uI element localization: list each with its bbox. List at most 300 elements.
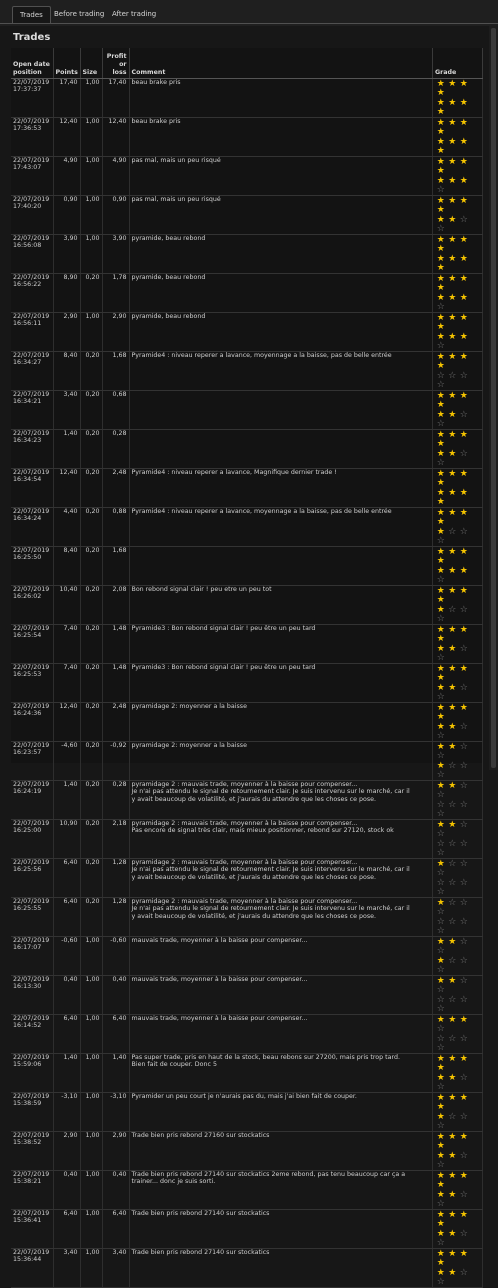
star-empty-icon[interactable]: ☆ [459, 371, 468, 381]
star-filled-icon[interactable]: ★ [436, 547, 445, 557]
star-filled-icon[interactable]: ★ [436, 79, 445, 89]
star-filled-icon[interactable]: ★ [448, 1268, 457, 1278]
star-filled-icon[interactable]: ★ [436, 430, 445, 440]
star-filled-icon[interactable]: ★ [459, 332, 468, 342]
star-empty-icon[interactable]: ☆ [459, 800, 468, 810]
star-filled-icon[interactable]: ★ [436, 215, 445, 225]
table-row[interactable] [11, 352, 483, 391]
star-filled-icon[interactable]: ★ [436, 527, 445, 537]
star-filled-icon[interactable]: ★ [448, 566, 457, 576]
star-empty-icon[interactable]: ☆ [436, 751, 445, 761]
star-filled-icon[interactable]: ★ [436, 400, 445, 410]
star-filled-icon[interactable]: ★ [448, 215, 457, 225]
grade-stars-primary[interactable] [435, 314, 480, 332]
star-filled-icon[interactable]: ★ [448, 1210, 457, 1220]
star-filled-icon[interactable]: ★ [448, 293, 457, 303]
star-filled-icon[interactable]: ★ [436, 107, 445, 117]
star-empty-icon[interactable]: ☆ [459, 722, 468, 732]
grade-stars-primary[interactable] [435, 1250, 480, 1268]
star-filled-icon[interactable]: ★ [436, 322, 445, 332]
star-filled-icon[interactable]: ★ [436, 98, 445, 108]
star-filled-icon[interactable]: ★ [459, 1054, 468, 1064]
star-filled-icon[interactable]: ★ [436, 605, 445, 615]
star-empty-icon[interactable]: ☆ [459, 1112, 468, 1122]
star-filled-icon[interactable]: ★ [436, 703, 445, 713]
star-filled-icon[interactable]: ★ [436, 293, 445, 303]
star-filled-icon[interactable]: ★ [436, 478, 445, 488]
star-empty-icon[interactable]: ☆ [459, 1229, 468, 1239]
star-empty-icon[interactable]: ☆ [436, 965, 445, 975]
star-filled-icon[interactable]: ★ [459, 664, 468, 674]
grade-stars-secondary[interactable] [435, 1269, 480, 1287]
star-empty-icon[interactable]: ☆ [436, 1082, 445, 1092]
star-filled-icon[interactable]: ★ [436, 488, 445, 498]
tab-after-trading[interactable]: After trading [112, 10, 157, 18]
star-empty-icon[interactable]: ☆ [436, 809, 445, 819]
star-filled-icon[interactable]: ★ [448, 1093, 457, 1103]
table-row[interactable] [11, 586, 483, 625]
star-empty-icon[interactable]: ☆ [436, 1199, 445, 1209]
star-filled-icon[interactable]: ★ [459, 703, 468, 713]
star-filled-icon[interactable]: ★ [436, 1219, 445, 1229]
star-filled-icon[interactable]: ★ [436, 937, 445, 947]
star-filled-icon[interactable]: ★ [436, 1249, 445, 1259]
star-filled-icon[interactable]: ★ [448, 1171, 457, 1181]
star-empty-icon[interactable]: ☆ [436, 1277, 445, 1287]
star-empty-icon[interactable]: ☆ [436, 917, 445, 927]
star-filled-icon[interactable]: ★ [448, 449, 457, 459]
star-filled-icon[interactable]: ★ [459, 293, 468, 303]
star-filled-icon[interactable]: ★ [448, 332, 457, 342]
star-empty-icon[interactable]: ☆ [436, 1024, 445, 1034]
table-row[interactable] [11, 1249, 483, 1288]
star-filled-icon[interactable]: ★ [436, 595, 445, 605]
grade-stars-primary[interactable] [435, 782, 480, 800]
grade-stars-primary[interactable] [435, 470, 480, 488]
star-empty-icon[interactable]: ☆ [459, 839, 468, 849]
star-filled-icon[interactable]: ★ [436, 469, 445, 479]
star-filled-icon[interactable]: ★ [459, 566, 468, 576]
star-filled-icon[interactable]: ★ [436, 1112, 445, 1122]
table-row[interactable] [11, 820, 483, 859]
grade-stars-primary[interactable] [435, 899, 480, 917]
star-empty-icon[interactable]: ☆ [436, 185, 445, 195]
grade-stars-primary[interactable] [435, 353, 480, 371]
star-filled-icon[interactable]: ★ [448, 98, 457, 108]
star-filled-icon[interactable]: ★ [459, 508, 468, 518]
star-filled-icon[interactable]: ★ [436, 673, 445, 683]
star-filled-icon[interactable]: ★ [448, 1015, 457, 1025]
star-filled-icon[interactable]: ★ [448, 1132, 457, 1142]
star-empty-icon[interactable]: ☆ [459, 820, 468, 830]
table-row[interactable] [11, 157, 483, 196]
col-header-grade[interactable]: Grade [433, 48, 483, 79]
star-filled-icon[interactable]: ★ [459, 352, 468, 362]
star-empty-icon[interactable]: ☆ [459, 917, 468, 927]
star-filled-icon[interactable]: ★ [448, 118, 457, 128]
star-empty-icon[interactable]: ☆ [436, 926, 445, 936]
grade-stars-primary[interactable] [435, 977, 480, 995]
star-empty-icon[interactable]: ☆ [448, 605, 457, 615]
tab-trades[interactable]: Trades [12, 6, 51, 24]
grade-stars-primary[interactable] [435, 80, 480, 98]
table-row[interactable] [11, 79, 483, 118]
star-filled-icon[interactable]: ★ [436, 1151, 445, 1161]
star-filled-icon[interactable]: ★ [436, 254, 445, 264]
grade-stars-secondary[interactable] [435, 216, 480, 234]
grade-stars-secondary[interactable] [435, 957, 480, 975]
star-filled-icon[interactable]: ★ [448, 254, 457, 264]
star-empty-icon[interactable]: ☆ [459, 410, 468, 420]
star-filled-icon[interactable]: ★ [436, 497, 445, 507]
star-empty-icon[interactable]: ☆ [448, 1034, 457, 1044]
star-filled-icon[interactable]: ★ [436, 176, 445, 186]
grade-stars-primary[interactable] [435, 275, 480, 293]
star-empty-icon[interactable]: ☆ [436, 848, 445, 858]
star-empty-icon[interactable]: ☆ [448, 956, 457, 966]
star-empty-icon[interactable]: ☆ [436, 1160, 445, 1170]
star-filled-icon[interactable]: ★ [459, 1249, 468, 1259]
grade-stars-primary[interactable] [435, 704, 480, 722]
star-filled-icon[interactable]: ★ [459, 254, 468, 264]
star-filled-icon[interactable]: ★ [459, 98, 468, 108]
grade-stars-primary[interactable] [435, 1133, 480, 1151]
star-empty-icon[interactable]: ☆ [459, 781, 468, 791]
grade-stars-secondary[interactable] [435, 1191, 480, 1209]
star-empty-icon[interactable]: ☆ [448, 761, 457, 771]
star-empty-icon[interactable]: ☆ [436, 985, 445, 995]
grade-stars-primary[interactable] [435, 626, 480, 644]
star-empty-icon[interactable]: ☆ [459, 1190, 468, 1200]
star-filled-icon[interactable]: ★ [436, 283, 445, 293]
grade-stars-secondary[interactable] [435, 99, 480, 117]
table-row[interactable] [11, 1210, 483, 1249]
table-row[interactable] [11, 196, 483, 235]
star-filled-icon[interactable]: ★ [436, 274, 445, 284]
star-empty-icon[interactable]: ☆ [459, 1034, 468, 1044]
star-filled-icon[interactable]: ★ [436, 1054, 445, 1064]
star-filled-icon[interactable]: ★ [459, 1093, 468, 1103]
star-filled-icon[interactable]: ★ [436, 1190, 445, 1200]
star-empty-icon[interactable]: ☆ [436, 536, 445, 546]
star-filled-icon[interactable]: ★ [459, 157, 468, 167]
star-filled-icon[interactable]: ★ [436, 118, 445, 128]
star-filled-icon[interactable]: ★ [448, 235, 457, 245]
grade-stars-secondary[interactable] [435, 762, 480, 780]
grade-stars-primary[interactable] [435, 860, 480, 878]
star-empty-icon[interactable]: ☆ [459, 976, 468, 986]
star-filled-icon[interactable]: ★ [436, 1171, 445, 1181]
star-filled-icon[interactable]: ★ [436, 244, 445, 254]
star-filled-icon[interactable]: ★ [436, 508, 445, 518]
grade-stars-secondary[interactable] [435, 372, 480, 390]
star-filled-icon[interactable]: ★ [436, 1268, 445, 1278]
grade-stars-secondary[interactable] [435, 996, 480, 1014]
grade-stars-primary[interactable] [435, 431, 480, 449]
star-empty-icon[interactable]: ☆ [448, 800, 457, 810]
grade-stars-secondary[interactable] [435, 645, 480, 663]
star-filled-icon[interactable]: ★ [459, 547, 468, 557]
star-empty-icon[interactable]: ☆ [448, 878, 457, 888]
star-empty-icon[interactable]: ☆ [436, 790, 445, 800]
star-filled-icon[interactable]: ★ [436, 1073, 445, 1083]
star-filled-icon[interactable]: ★ [448, 742, 457, 752]
grade-stars-secondary[interactable] [435, 1074, 480, 1092]
table-row[interactable] [11, 391, 483, 430]
table-row[interactable] [11, 547, 483, 586]
star-empty-icon[interactable]: ☆ [459, 878, 468, 888]
star-filled-icon[interactable]: ★ [448, 1151, 457, 1161]
star-filled-icon[interactable]: ★ [448, 781, 457, 791]
grade-stars-primary[interactable] [435, 509, 480, 527]
grade-stars-secondary[interactable] [435, 723, 480, 741]
grade-stars-primary[interactable] [435, 743, 480, 761]
grade-stars-secondary[interactable] [435, 1113, 480, 1131]
star-filled-icon[interactable]: ★ [436, 157, 445, 167]
star-empty-icon[interactable]: ☆ [459, 742, 468, 752]
star-filled-icon[interactable]: ★ [436, 196, 445, 206]
table-row[interactable] [11, 1054, 483, 1093]
star-filled-icon[interactable]: ★ [436, 1210, 445, 1220]
star-filled-icon[interactable]: ★ [459, 1015, 468, 1025]
grade-stars-primary[interactable] [435, 119, 480, 137]
star-empty-icon[interactable]: ☆ [436, 575, 445, 585]
star-empty-icon[interactable]: ☆ [459, 761, 468, 771]
star-filled-icon[interactable]: ★ [436, 352, 445, 362]
grade-stars-primary[interactable] [435, 1172, 480, 1190]
star-empty-icon[interactable]: ☆ [436, 878, 445, 888]
star-empty-icon[interactable]: ☆ [436, 371, 445, 381]
grade-stars-secondary[interactable] [435, 411, 480, 429]
star-filled-icon[interactable]: ★ [436, 976, 445, 986]
grade-stars-secondary[interactable] [435, 528, 480, 546]
grade-stars-secondary[interactable] [435, 489, 480, 507]
star-filled-icon[interactable]: ★ [448, 488, 457, 498]
star-filled-icon[interactable]: ★ [459, 137, 468, 147]
star-empty-icon[interactable]: ☆ [459, 527, 468, 537]
star-filled-icon[interactable]: ★ [436, 859, 445, 869]
table-row[interactable] [11, 1015, 483, 1054]
star-filled-icon[interactable]: ★ [448, 1229, 457, 1239]
star-filled-icon[interactable]: ★ [448, 625, 457, 635]
star-filled-icon[interactable]: ★ [448, 176, 457, 186]
table-row[interactable] [11, 859, 483, 898]
grade-stars-secondary[interactable] [435, 918, 480, 936]
star-empty-icon[interactable]: ☆ [459, 683, 468, 693]
star-filled-icon[interactable]: ★ [436, 1141, 445, 1151]
grade-stars-secondary[interactable] [435, 177, 480, 195]
star-filled-icon[interactable]: ★ [436, 205, 445, 215]
star-filled-icon[interactable]: ★ [436, 820, 445, 830]
star-filled-icon[interactable]: ★ [436, 742, 445, 752]
star-empty-icon[interactable]: ☆ [436, 829, 445, 839]
grade-stars-secondary[interactable] [435, 255, 480, 273]
star-empty-icon[interactable]: ☆ [459, 1268, 468, 1278]
star-empty-icon[interactable]: ☆ [436, 887, 445, 897]
star-filled-icon[interactable]: ★ [459, 430, 468, 440]
table-row[interactable] [11, 313, 483, 352]
star-filled-icon[interactable]: ★ [448, 469, 457, 479]
star-empty-icon[interactable]: ☆ [436, 419, 445, 429]
grade-stars-secondary[interactable] [435, 333, 480, 351]
table-row[interactable] [11, 664, 483, 703]
star-filled-icon[interactable]: ★ [448, 722, 457, 732]
star-filled-icon[interactable]: ★ [459, 235, 468, 245]
star-empty-icon[interactable]: ☆ [448, 527, 457, 537]
star-filled-icon[interactable]: ★ [448, 430, 457, 440]
col-header-open-date[interactable]: Open date position [11, 48, 53, 79]
grade-stars-secondary[interactable] [435, 1152, 480, 1170]
star-filled-icon[interactable]: ★ [459, 176, 468, 186]
star-filled-icon[interactable]: ★ [436, 1093, 445, 1103]
star-empty-icon[interactable]: ☆ [436, 224, 445, 234]
star-empty-icon[interactable]: ☆ [436, 1238, 445, 1248]
star-filled-icon[interactable]: ★ [436, 712, 445, 722]
star-filled-icon[interactable]: ★ [448, 137, 457, 147]
grade-stars-primary[interactable] [435, 236, 480, 254]
star-empty-icon[interactable]: ☆ [436, 458, 445, 468]
star-filled-icon[interactable]: ★ [436, 361, 445, 371]
col-header-size[interactable]: Size [80, 48, 102, 79]
table-row[interactable] [11, 976, 483, 1015]
star-filled-icon[interactable]: ★ [448, 410, 457, 420]
star-filled-icon[interactable]: ★ [448, 937, 457, 947]
star-filled-icon[interactable]: ★ [448, 547, 457, 557]
grade-stars-primary[interactable] [435, 1211, 480, 1229]
grade-stars-secondary[interactable] [435, 1230, 480, 1248]
star-filled-icon[interactable]: ★ [436, 1229, 445, 1239]
star-empty-icon[interactable]: ☆ [459, 937, 468, 947]
star-empty-icon[interactable]: ☆ [448, 859, 457, 869]
star-empty-icon[interactable]: ☆ [459, 898, 468, 908]
star-filled-icon[interactable]: ★ [448, 1249, 457, 1259]
scrollbar-thumb[interactable] [491, 28, 496, 768]
star-empty-icon[interactable]: ☆ [436, 380, 445, 390]
star-filled-icon[interactable]: ★ [448, 352, 457, 362]
grade-stars-secondary[interactable] [435, 840, 480, 858]
star-filled-icon[interactable]: ★ [436, 586, 445, 596]
star-filled-icon[interactable]: ★ [436, 166, 445, 176]
star-filled-icon[interactable]: ★ [436, 781, 445, 791]
col-header-profit-loss[interactable]: Profit or loss [102, 48, 129, 79]
table-row[interactable] [11, 235, 483, 274]
star-filled-icon[interactable]: ★ [436, 1180, 445, 1190]
star-filled-icon[interactable]: ★ [436, 1132, 445, 1142]
star-filled-icon[interactable]: ★ [436, 313, 445, 323]
star-empty-icon[interactable]: ☆ [459, 1073, 468, 1083]
table-row[interactable] [11, 703, 483, 742]
star-filled-icon[interactable]: ★ [459, 274, 468, 284]
star-filled-icon[interactable]: ★ [436, 898, 445, 908]
star-filled-icon[interactable]: ★ [436, 146, 445, 156]
star-filled-icon[interactable]: ★ [436, 1015, 445, 1025]
star-filled-icon[interactable]: ★ [436, 1102, 445, 1112]
star-empty-icon[interactable]: ☆ [448, 1112, 457, 1122]
star-empty-icon[interactable]: ☆ [436, 868, 445, 878]
grade-stars-primary[interactable] [435, 665, 480, 683]
star-filled-icon[interactable]: ★ [448, 313, 457, 323]
star-empty-icon[interactable]: ☆ [459, 644, 468, 654]
star-empty-icon[interactable]: ☆ [448, 898, 457, 908]
star-empty-icon[interactable]: ☆ [436, 946, 445, 956]
star-filled-icon[interactable]: ★ [459, 1171, 468, 1181]
star-filled-icon[interactable]: ★ [448, 586, 457, 596]
star-filled-icon[interactable]: ★ [436, 137, 445, 147]
star-filled-icon[interactable]: ★ [459, 391, 468, 401]
star-filled-icon[interactable]: ★ [448, 1190, 457, 1200]
star-empty-icon[interactable]: ☆ [436, 1004, 445, 1014]
star-empty-icon[interactable]: ☆ [436, 839, 445, 849]
table-row[interactable] [11, 1171, 483, 1210]
grade-stars-primary[interactable] [435, 1094, 480, 1112]
table-row[interactable] [11, 1093, 483, 1132]
grade-stars-secondary[interactable] [435, 1035, 480, 1053]
star-empty-icon[interactable]: ☆ [436, 692, 445, 702]
grade-stars-secondary[interactable] [435, 294, 480, 312]
grade-stars-primary[interactable] [435, 587, 480, 605]
star-filled-icon[interactable]: ★ [436, 625, 445, 635]
star-empty-icon[interactable]: ☆ [436, 770, 445, 780]
star-empty-icon[interactable]: ☆ [459, 215, 468, 225]
star-filled-icon[interactable]: ★ [448, 820, 457, 830]
star-filled-icon[interactable]: ★ [436, 1063, 445, 1073]
star-filled-icon[interactable]: ★ [436, 410, 445, 420]
star-filled-icon[interactable]: ★ [436, 566, 445, 576]
table-row[interactable] [11, 625, 483, 664]
star-filled-icon[interactable]: ★ [448, 157, 457, 167]
star-empty-icon[interactable]: ☆ [436, 653, 445, 663]
star-filled-icon[interactable]: ★ [436, 449, 445, 459]
star-empty-icon[interactable]: ☆ [459, 605, 468, 615]
star-empty-icon[interactable]: ☆ [436, 995, 445, 1005]
grade-stars-primary[interactable] [435, 392, 480, 410]
star-filled-icon[interactable]: ★ [436, 644, 445, 654]
star-filled-icon[interactable]: ★ [436, 263, 445, 273]
star-empty-icon[interactable]: ☆ [436, 1034, 445, 1044]
star-filled-icon[interactable]: ★ [436, 664, 445, 674]
star-filled-icon[interactable]: ★ [436, 683, 445, 693]
vertical-scrollbar[interactable] [489, 26, 498, 770]
star-empty-icon[interactable]: ☆ [459, 995, 468, 1005]
star-filled-icon[interactable]: ★ [436, 439, 445, 449]
star-filled-icon[interactable]: ★ [448, 976, 457, 986]
grade-stars-primary[interactable] [435, 1055, 480, 1073]
table-row[interactable] [11, 469, 483, 508]
star-filled-icon[interactable]: ★ [459, 469, 468, 479]
grade-stars-primary[interactable] [435, 548, 480, 566]
star-filled-icon[interactable]: ★ [436, 722, 445, 732]
grade-stars-secondary[interactable] [435, 138, 480, 156]
star-filled-icon[interactable]: ★ [436, 391, 445, 401]
star-filled-icon[interactable]: ★ [448, 79, 457, 89]
tab-before-trading[interactable]: Before trading [54, 10, 105, 18]
table-row[interactable] [11, 937, 483, 976]
star-filled-icon[interactable]: ★ [448, 1073, 457, 1083]
star-empty-icon[interactable]: ☆ [448, 917, 457, 927]
star-filled-icon[interactable]: ★ [436, 88, 445, 98]
col-header-comment[interactable]: Comment [129, 48, 433, 79]
star-filled-icon[interactable]: ★ [448, 683, 457, 693]
star-empty-icon[interactable]: ☆ [459, 859, 468, 869]
star-empty-icon[interactable]: ☆ [436, 800, 445, 810]
star-filled-icon[interactable]: ★ [459, 488, 468, 498]
col-header-points[interactable]: Points [53, 48, 80, 79]
grade-stars-secondary[interactable] [435, 606, 480, 624]
grade-stars-primary[interactable] [435, 938, 480, 956]
grade-stars-secondary[interactable] [435, 684, 480, 702]
table-row[interactable] [11, 898, 483, 937]
star-filled-icon[interactable]: ★ [459, 118, 468, 128]
